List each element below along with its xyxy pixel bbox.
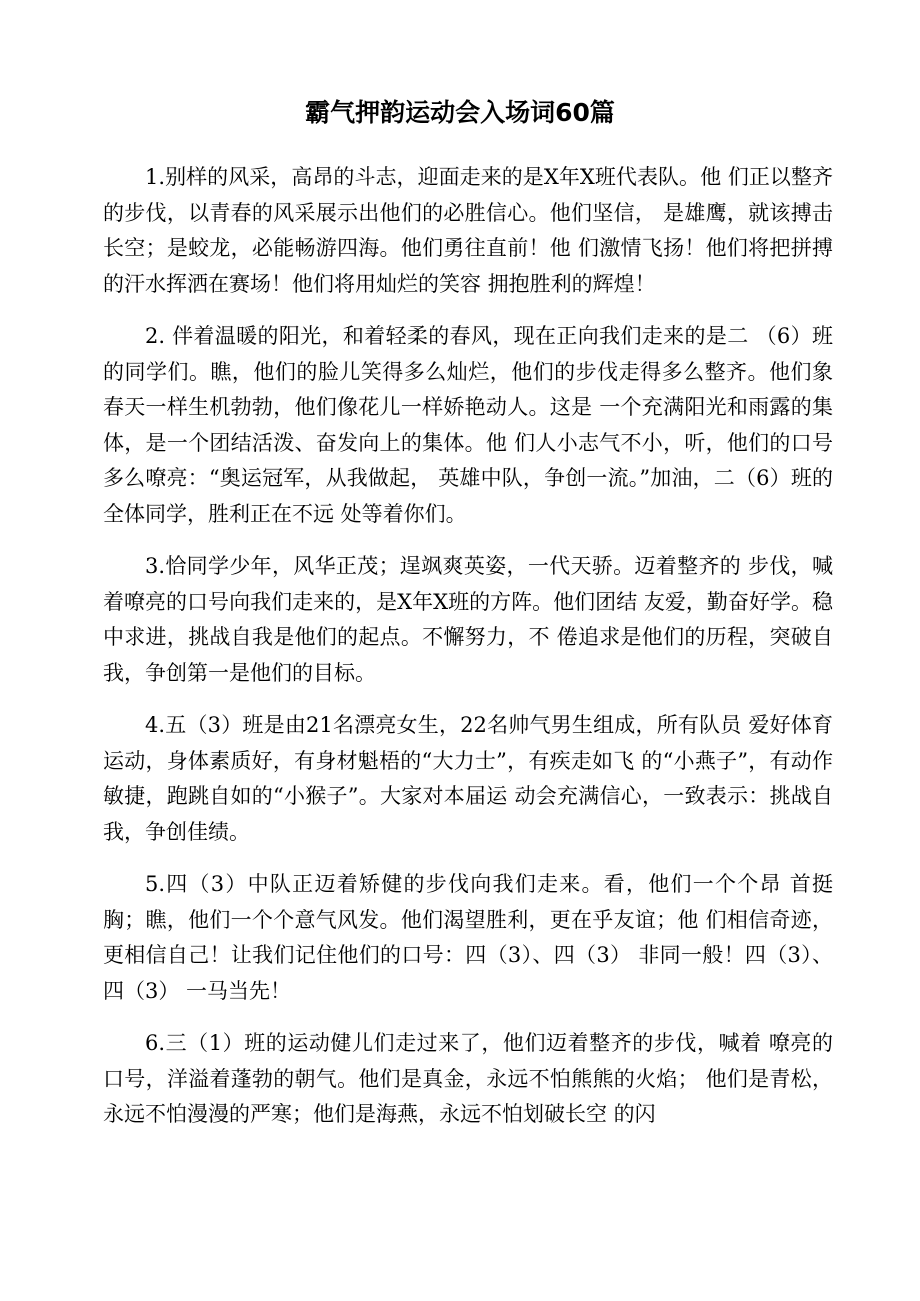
paragraph-5: 5.四（3）中队正迈着矫健的步伐向我们走来。看，他们一个个昂 首挺胸；瞧，他们一个个意气风发。他们渴望胜利，更在乎友谊；他 们相信奇迹，更相信自己！让我们记住他们的口号：四（3）、四（3） 非同一般！四（3）、四（3） 一马当先！	[103, 872, 833, 1003]
paragraph-6: 6.三（1）班的运动健儿们走过来了，他们迈着整齐的步伐，喊着 嘹亮的口号，洋溢着蓬勃的朝气。他们是真金，永远不怕熊熊的火焰； 他们是青松，永远不怕漫漫的严寒；他们是海燕，永远不怕划破长空 的闪	[103, 1031, 833, 1126]
document-title: 霸气押韵运动会入场词60篇	[305, 98, 615, 127]
paragraph-2: 2. 伴着温暖的阳光，和着轻柔的春风，现在正向我们走来的是二 （6）班的同学们。瞧，他们的脸儿笑得多么灿烂，他们的步伐走得多么整齐。他们象春天一样生机勃勃，他们像花儿一样娇艳动人。这是 一个充满阳光和雨露的集体，是一个团结活泼、奋发向上的集体。他 们人小志气不小，听，他们的口号多么嘹亮：“奥运冠军，从我做起， 英雄中队，争创一流。”加油，二（6）班的全体同学，胜利正在不远 处等着你们。	[103, 324, 833, 526]
document-body	[103, 160, 833, 1150]
paragraph-4: 4.五（3）班是由21名漂亮女生，22名帅气男生组成，所有队员 爱好体育运动，身体素质好，有身材魁梧的“大力士”，有疾走如飞 的“小燕子”，有动作敏捷，跑跳自如的“小猴子”。大家对本届运 动会充满信心，一致表示：挑战自我，争创佳绩。	[103, 713, 833, 844]
paragraph-1: 1.别样的风采，高昂的斗志，迎面走来的是X年X班代表队。他 们正以整齐的步伐，以青春的风采展示出他们的必胜信心。他们坚信， 是雄鹰，就该搏击长空；是蛟龙，必能畅游四海。他们勇往直前！他 们激情飞扬！他们将把拼搏的汗水挥洒在赛场！他们将用灿烂的笑容 拥抱胜利的辉煌！	[103, 165, 833, 296]
paragraph-3: 3.恰同学少年，风华正茂；逞飒爽英姿，一代天骄。迈着整齐的 步伐，喊着嘹亮的口号向我们走来的，是X年X班的方阵。他们团结 友爱，勤奋好学。稳中求进，挑战自我是他们的起点。不懈努力，不 倦追求是他们的历程，突破自我，争创第一是他们的目标。	[103, 554, 833, 685]
